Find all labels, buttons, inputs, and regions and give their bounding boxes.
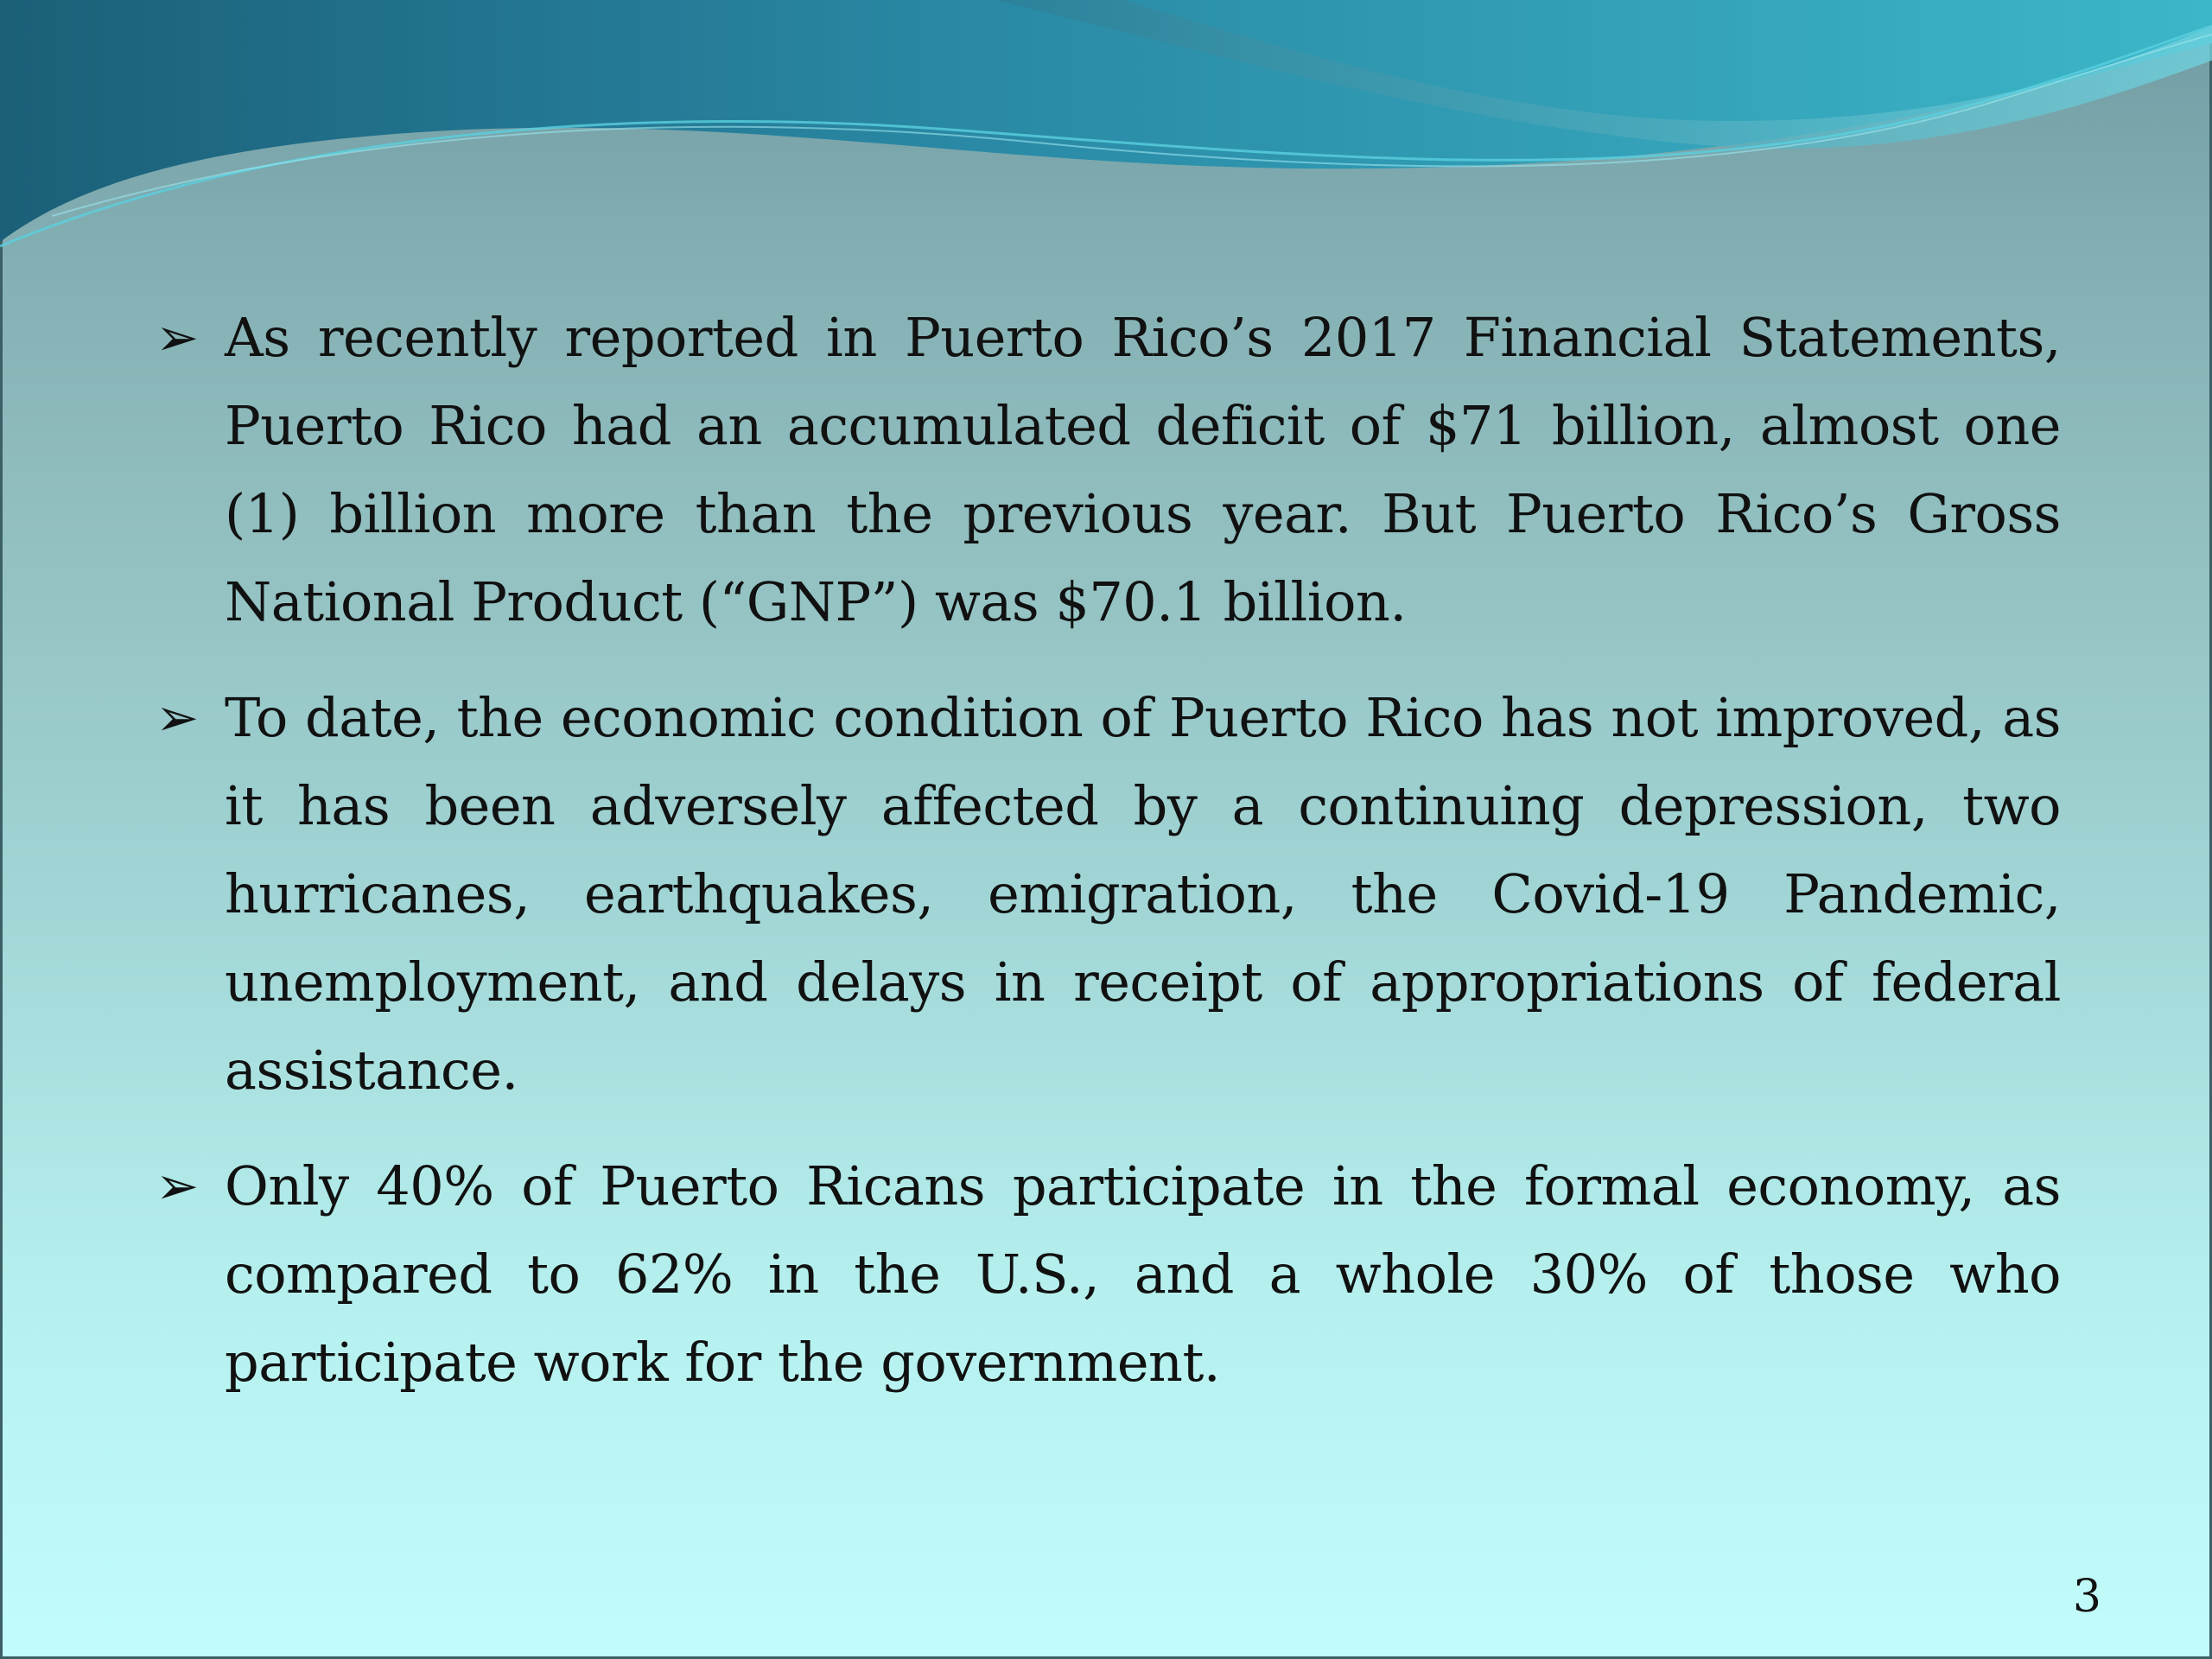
bullet-text-deficit: As recently reported in Puerto Rico’s 2017 Financial Statements, Puerto Rico had an accumulated deficit of $71 billion, almost one (1) billion more than the previous year. But Puerto Rico’s Gross National Product (“GNP”) was $70.1 billion. — [225, 306, 2061, 633]
bullet-item-deficit — [156, 294, 2061, 646]
bullet-item-formal-economy — [156, 1142, 2061, 1407]
slide-page-number: 3 — [2072, 1571, 2101, 1623]
bullet-list — [156, 294, 2061, 1434]
arrow-bullet-icon: ➢ — [156, 688, 200, 748]
decorative-wave-header — [0, 0, 2212, 259]
bullet-item-economic-condition — [156, 674, 2061, 1115]
arrow-bullet-icon: ➢ — [156, 308, 200, 368]
bullet-text-economic-condition: To date, the economic condition of Puerto Rico has not improved, as it has been adversely affected by a continuing depression, two hurricanes, earthquakes, emigration, the Covid-19 Pandemic, unemployment, and delays in receipt of appropriations of federal assistance. — [225, 686, 2061, 1102]
arrow-bullet-icon: ➢ — [156, 1156, 200, 1217]
bullet-text-formal-economy: Only 40% of Puerto Ricans participate in the formal economy, as compared to 62% in the U.S., and a whole 30% of those who participate work for the government. — [225, 1154, 2061, 1394]
